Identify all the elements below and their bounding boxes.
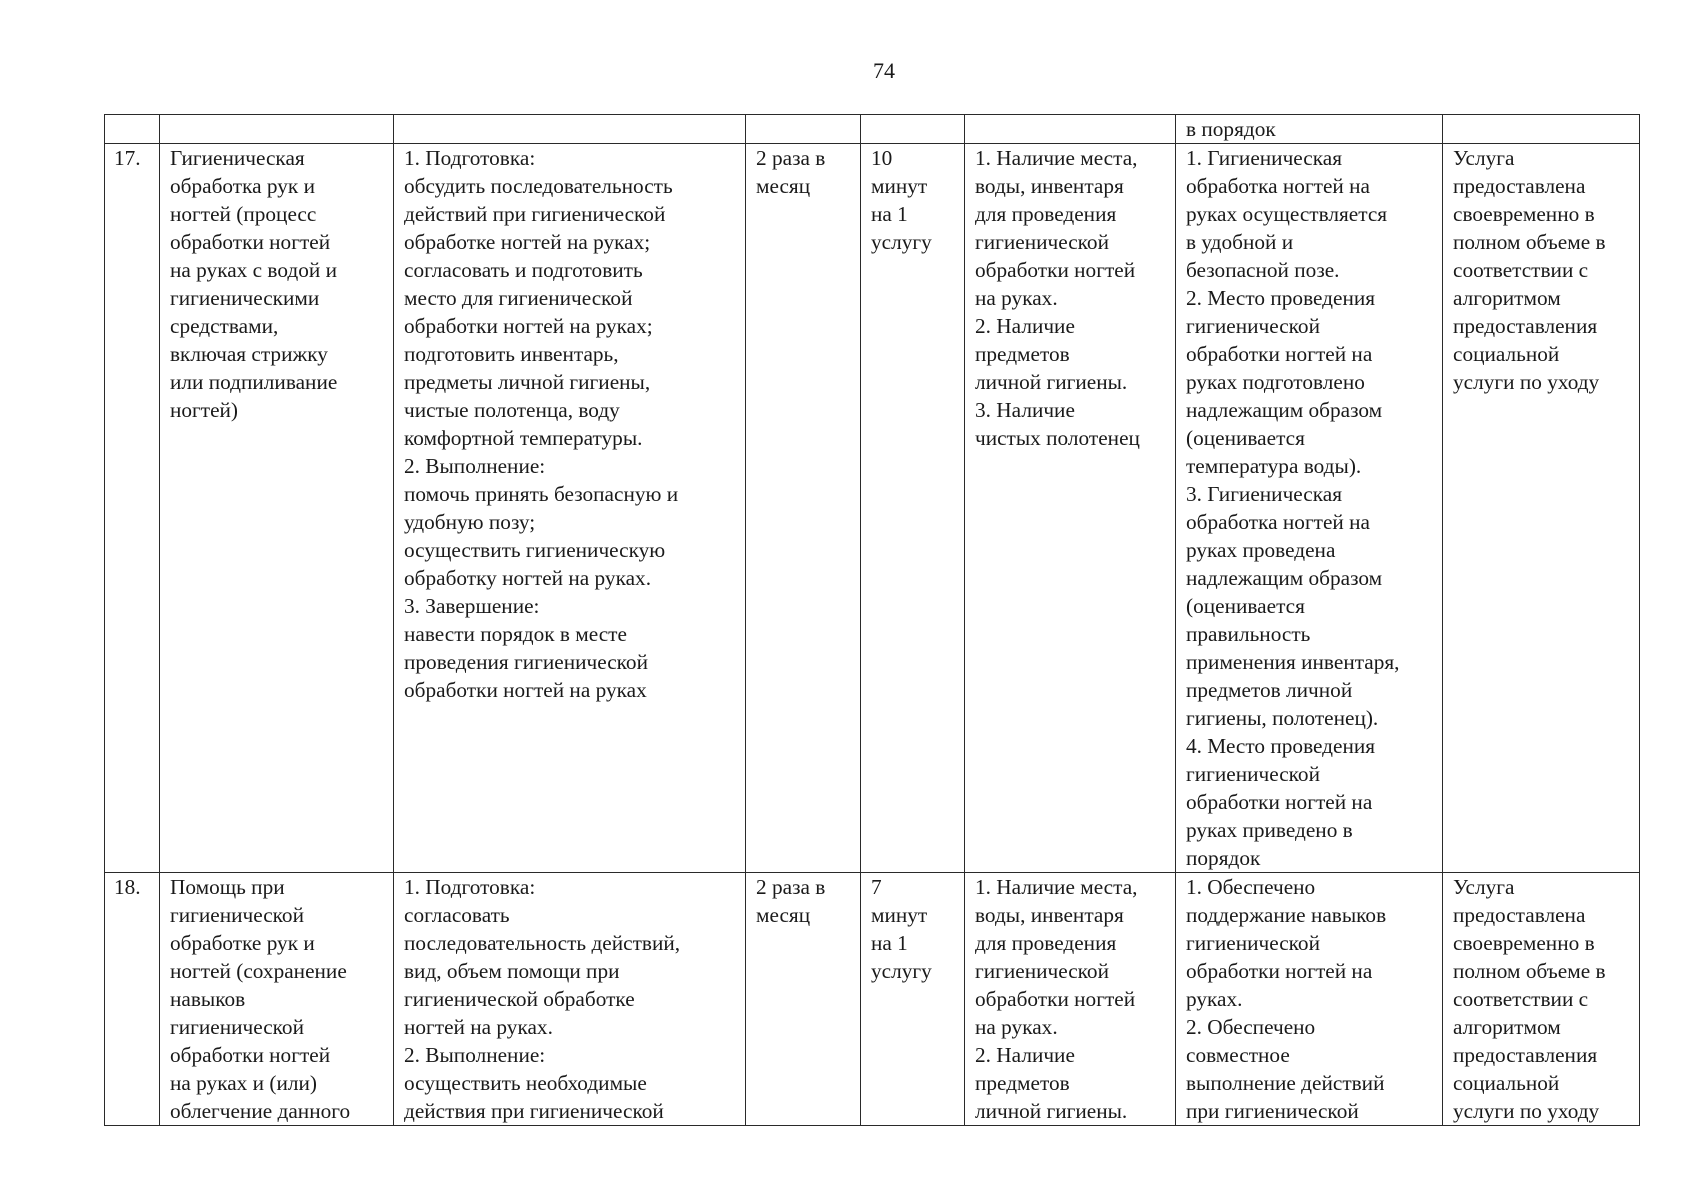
text-line: правильность (1186, 622, 1311, 646)
text-line: согласовать (404, 903, 510, 927)
text-line: Услуга (1453, 146, 1515, 170)
row-number: 17. (114, 146, 141, 170)
text-line: 1. Гигиеническая (1186, 146, 1342, 170)
text-line: месяц (756, 903, 811, 927)
text-line: социальной (1453, 1071, 1560, 1095)
text-line: чистые полотенца, воду (404, 398, 620, 422)
cell-evaluation (1443, 115, 1640, 144)
text-line: подготовить инвентарь, (404, 342, 619, 366)
text-line: действия при гигиенической (404, 1099, 664, 1123)
text-line: обработки ногтей (975, 258, 1136, 282)
cell-procedure (394, 115, 746, 144)
text-line: предоставлена (1453, 174, 1586, 198)
text-line: проведения гигиенической (404, 650, 648, 674)
text-line: обработки ногтей на руках (404, 678, 647, 702)
cell-procedure (394, 144, 746, 873)
text-line: гигиенической (975, 959, 1109, 983)
text-line: 1. Обеспечено (1186, 875, 1316, 899)
text-line: средствами, (170, 314, 279, 338)
text-line: предоставления (1453, 314, 1598, 338)
text-line: на 1 (871, 931, 908, 955)
text-line: минут (871, 174, 928, 198)
text-line: обработке рук и (170, 931, 315, 955)
text-line: место для гигиенической (404, 286, 633, 310)
text-line: своевременно в (1453, 202, 1595, 226)
text-line: 3. Завершение: (404, 594, 540, 618)
text-line: обработка ногтей на (1186, 510, 1371, 534)
text-line: включая стрижку (170, 342, 328, 366)
text-line: в удобной и (1186, 230, 1294, 254)
text-line: действий при гигиенической (404, 202, 666, 226)
text-line: 2. Наличие (975, 1043, 1075, 1067)
cell-duration (861, 144, 965, 873)
text-line: на руках и (или) (170, 1071, 317, 1095)
text-line: руках осуществляется (1186, 202, 1388, 226)
text-line: 7 (871, 875, 882, 899)
continuation-row (105, 115, 1640, 144)
cell-duration (861, 873, 965, 1126)
cell-frequency (746, 873, 861, 1126)
text-line: месяц (756, 174, 811, 198)
text-line: Гигиеническая (170, 146, 305, 170)
text-line: предметы личной гигиены, (404, 370, 651, 394)
text-line: услуги по уходу (1453, 370, 1600, 394)
text-line: гигиенической обработке (404, 987, 635, 1011)
text-line: выполнение действий (1186, 1071, 1385, 1095)
text-line: надлежащим образом (1186, 398, 1383, 422)
text-line: надлежащим образом (1186, 566, 1383, 590)
text-line: обработки ногтей (170, 230, 331, 254)
text-line: Услуга (1453, 875, 1515, 899)
text-line: Помощь при (170, 875, 285, 899)
text-line: предметов (975, 1071, 1070, 1095)
text-line: ногтей) (170, 398, 239, 422)
cell-result (1176, 144, 1443, 873)
text-line: ногтей (сохранение (170, 959, 347, 983)
text-line: 2. Наличие (975, 314, 1075, 338)
text-line: навыков (170, 987, 246, 1011)
cell-service-name (160, 144, 394, 873)
text-line: услугу (871, 230, 932, 254)
text-line: поддержание навыков (1186, 903, 1387, 927)
text-line: обработки ногтей (975, 987, 1136, 1011)
text-line: на руках с водой и (170, 258, 337, 282)
text-line: соответствии с (1453, 258, 1589, 282)
text-line: 2. Обеспечено (1186, 1015, 1316, 1039)
text-line: или подпиливание (170, 370, 338, 394)
text-line: гигиены, полотенец). (1186, 706, 1379, 730)
text-line: предметов личной (1186, 678, 1353, 702)
text-line: при гигиенической (1186, 1099, 1359, 1123)
text-line: согласовать и подготовить (404, 258, 643, 282)
text-line: алгоритмом (1453, 1015, 1561, 1039)
text-line: 2 раза в (756, 146, 826, 170)
text-line: руках приведено в (1186, 818, 1353, 842)
text-line: безопасной позе. (1186, 258, 1340, 282)
text-line: ногтей на руках. (404, 1015, 553, 1039)
text-line: гигиенической (1186, 314, 1320, 338)
cell-service-name (160, 115, 394, 144)
text-line: для проведения (975, 931, 1117, 955)
text-line: гигиенической (170, 1015, 304, 1039)
text-line: 2 раза в (756, 875, 826, 899)
text-line: навести порядок в месте (404, 622, 627, 646)
text-line: обработка ногтей на (1186, 174, 1371, 198)
cell-result (1176, 873, 1443, 1126)
cell-result (1176, 115, 1443, 144)
text-line: гигиеническими (170, 286, 320, 310)
text-line: предоставления (1453, 1043, 1598, 1067)
text-line: помочь принять безопасную и (404, 482, 679, 506)
text-line: гигиенической (1186, 762, 1320, 786)
services-table (104, 114, 1640, 1126)
cell-duration (861, 115, 965, 144)
text-line: обработки ногтей на (1186, 959, 1373, 983)
text-line: 3. Наличие (975, 398, 1075, 422)
text-line: социальной (1453, 342, 1560, 366)
text-line: последовательность действий, (404, 931, 681, 955)
text-line: на руках. (975, 286, 1058, 310)
text-line: обработка рук и (170, 174, 315, 198)
text-line: удобную позу; (404, 510, 536, 534)
text-line: (оценивается (1186, 594, 1305, 618)
text-line: вид, объем помощи при (404, 959, 620, 983)
text-line: температура воды). (1186, 454, 1362, 478)
text-line: обработке ногтей на руках; (404, 230, 651, 254)
text-line: предоставлена (1453, 903, 1586, 927)
text-line: воды, инвентаря (975, 903, 1124, 927)
cell-service-name (160, 873, 394, 1126)
text-line: соответствии с (1453, 987, 1589, 1011)
cell-evaluation (1443, 144, 1640, 873)
text-line: обработки ногтей на (1186, 342, 1373, 366)
text-line: минут (871, 903, 928, 927)
text-line: услуги по уходу (1453, 1099, 1600, 1123)
cell-number (105, 873, 160, 1126)
text-line: полном объеме в (1453, 230, 1606, 254)
text-line: совместное (1186, 1043, 1290, 1067)
table-row (105, 873, 1640, 1126)
text-line: личной гигиены. (975, 1099, 1128, 1123)
text-line: 2. Выполнение: (404, 1043, 546, 1067)
text-line: 1. Подготовка: (404, 875, 536, 899)
cell-conditions (965, 115, 1176, 144)
page-number: 74 (873, 58, 895, 83)
text-line: применения инвентаря, (1186, 650, 1400, 674)
cell-conditions (965, 144, 1176, 873)
text-line: для проведения (975, 202, 1117, 226)
text-line: 10 (871, 146, 893, 170)
cell-procedure (394, 873, 746, 1126)
cell-conditions (965, 873, 1176, 1126)
text-line: гигиенической (1186, 931, 1320, 955)
table-row (105, 144, 1640, 873)
text-line: обработки ногтей на руках; (404, 314, 653, 338)
text-line: личной гигиены. (975, 370, 1128, 394)
text-line: обработку ногтей на руках. (404, 566, 652, 590)
cell-frequency (746, 144, 861, 873)
cell-number (105, 144, 160, 873)
text-line: осуществить гигиеническую (404, 538, 666, 562)
text-line: предметов (975, 342, 1070, 366)
text-line: 3. Гигиеническая (1186, 482, 1342, 506)
text-line: 1. Наличие места, (975, 146, 1138, 170)
text-line: в порядок (1186, 117, 1276, 141)
text-line: на руках. (975, 1015, 1058, 1039)
cell-frequency (746, 115, 861, 144)
text-line: осуществить необходимые (404, 1071, 647, 1095)
text-line: алгоритмом (1453, 286, 1561, 310)
cell-evaluation (1443, 873, 1640, 1126)
text-line: гигиенической (170, 903, 304, 927)
text-line: гигиенической (975, 230, 1109, 254)
text-line: 2. Место проведения (1186, 286, 1376, 310)
text-line: на 1 (871, 202, 908, 226)
text-line: обработки ногтей (170, 1043, 331, 1067)
text-line: воды, инвентаря (975, 174, 1124, 198)
text-line: комфортной температуры. (404, 426, 643, 450)
text-line: руках проведена (1186, 538, 1336, 562)
text-line: услугу (871, 959, 932, 983)
text-line: ногтей (процесс (170, 202, 317, 226)
text-line: облегчение данного (170, 1099, 351, 1123)
text-line: руках подготовлено (1186, 370, 1365, 394)
text-line: обсудить последовательность (404, 174, 673, 198)
text-line: полном объеме в (1453, 959, 1606, 983)
cell-number (105, 115, 160, 144)
text-line: 4. Место проведения (1186, 734, 1376, 758)
text-line: 2. Выполнение: (404, 454, 546, 478)
text-line: порядок (1186, 846, 1261, 870)
row-number: 18. (114, 875, 141, 899)
text-line: 1. Подготовка: (404, 146, 536, 170)
text-line: 1. Наличие места, (975, 875, 1138, 899)
text-line: (оценивается (1186, 426, 1305, 450)
text-line: руках. (1186, 987, 1243, 1011)
text-line: обработки ногтей на (1186, 790, 1373, 814)
text-line: чистых полотенец (975, 426, 1140, 450)
text-line: своевременно в (1453, 931, 1595, 955)
